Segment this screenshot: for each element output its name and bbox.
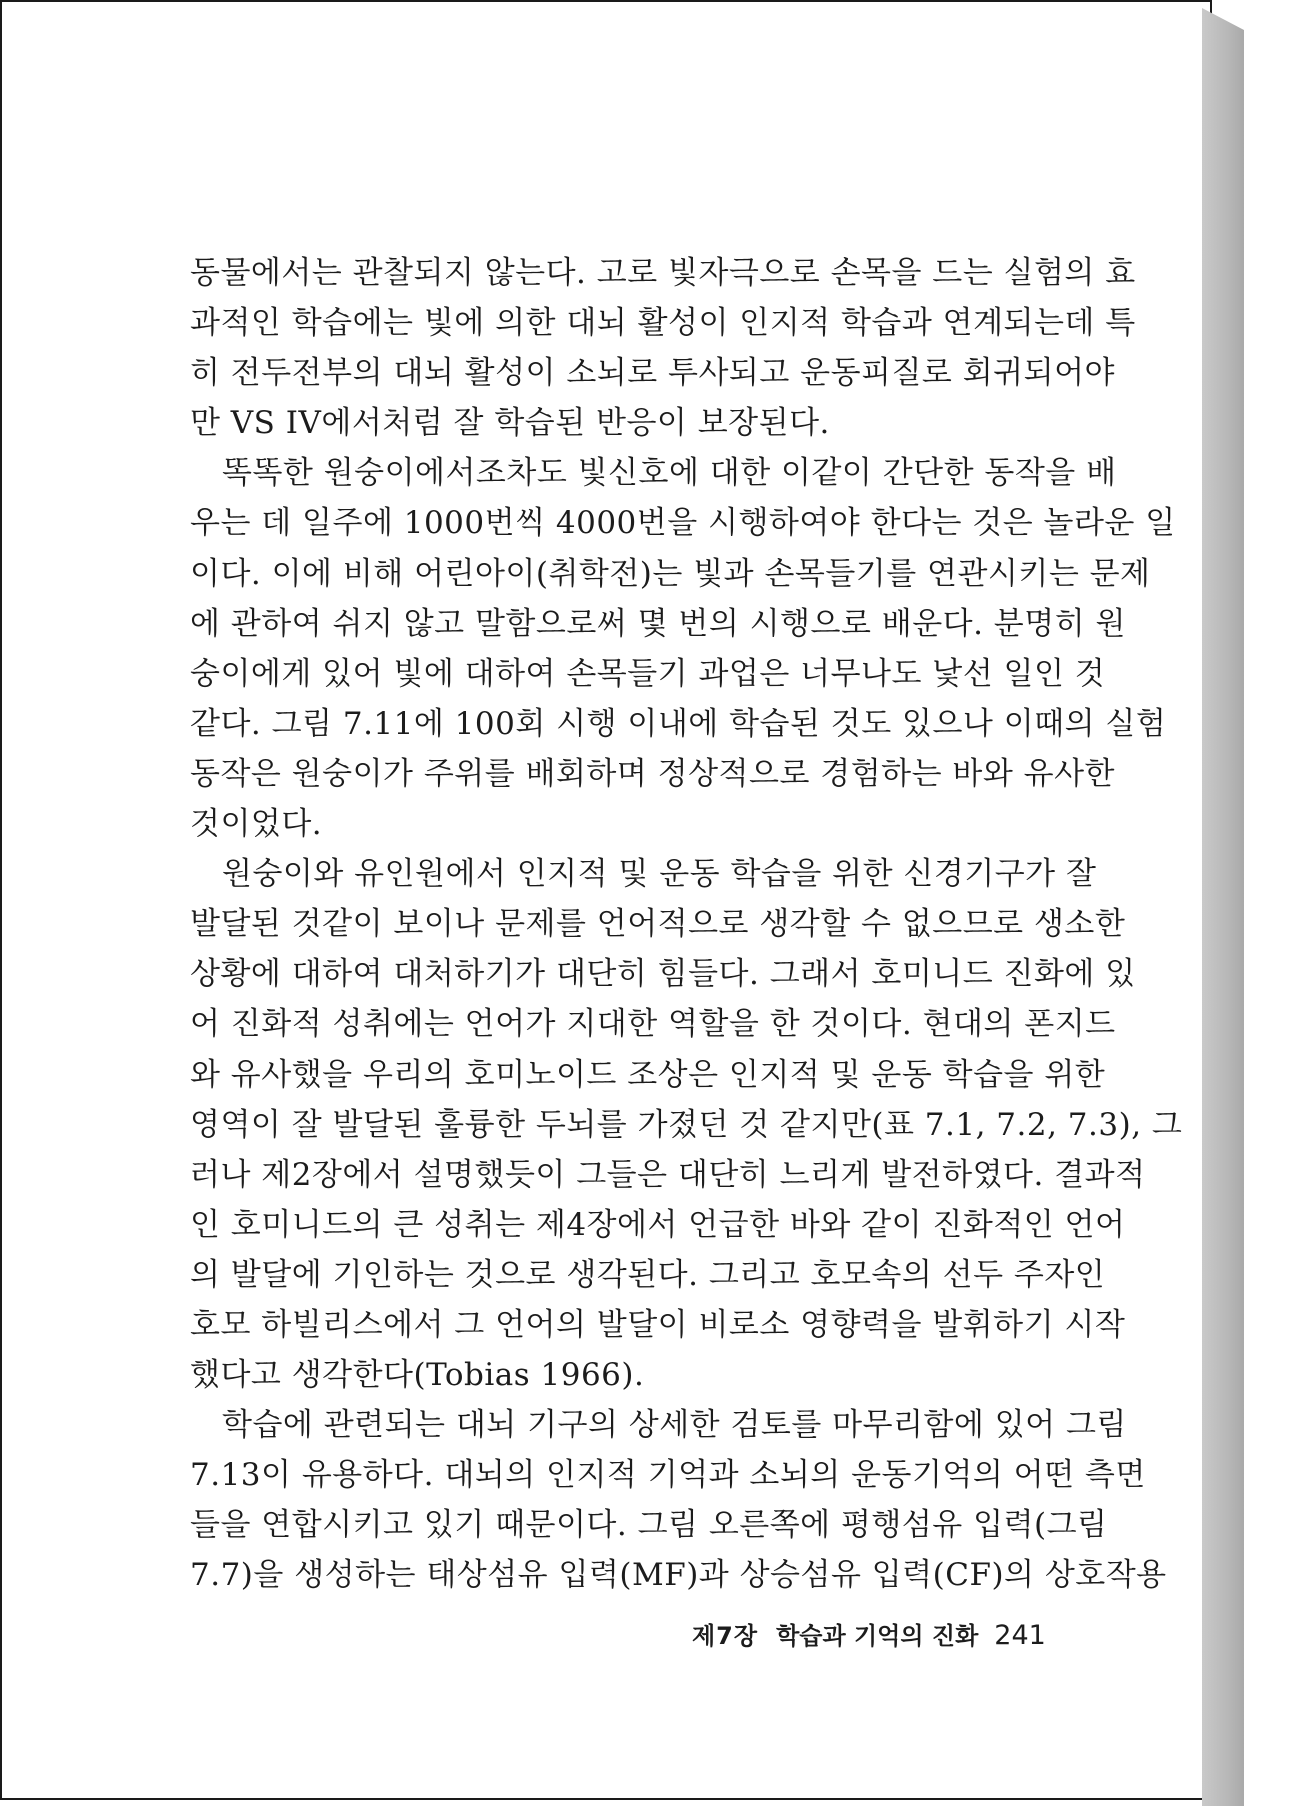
- text-line: 히 전두전부의 대뇌 활성이 소뇌로 투사되고 운동피질로 회귀되어야: [190, 355, 1115, 392]
- text-line: 이다. 이에 비해 어린아이(취학전)는 빛과 손목들기를 연관시키는 문제: [190, 555, 1151, 592]
- text-line: 호모 하빌리스에서 그 언어의 발달이 비로소 영향력을 발휘하기 시작: [190, 1306, 1126, 1343]
- body-text: [190, 248, 1183, 1601]
- text-line: 인 호미니드의 큰 성취는 제4장에서 언급한 바와 같이 진화적인 언어: [190, 1206, 1126, 1243]
- text-line: 학습에 관련되는 대뇌 기구의 상세한 검토를 마무리함에 있어 그림: [222, 1407, 1127, 1444]
- text-line: 어 진화적 성취에는 언어가 지대한 역할을 한 것이다. 현대의 폰지드: [190, 1006, 1116, 1043]
- text-line: 동물에서는 관찰되지 않는다. 고로 빛자극으로 손목을 드는 실험의 효: [190, 255, 1136, 291]
- text-line: 러나 제2장에서 설명했듯이 그들은 대단히 느리게 발전하였다. 결과적: [190, 1156, 1146, 1193]
- text-line: 7.7)을 생성하는 태상섬유 입력(MF)과 상승섬유 입력(CF)의 상호작용: [190, 1557, 1167, 1594]
- text-line: 7.13이 유용하다. 대뇌의 인지적 기억과 소뇌의 운동기억의 어떤 측면: [190, 1457, 1146, 1494]
- text-line: 했다고 생각한다(Tobias 1966).: [190, 1357, 645, 1394]
- text-line: 들을 연합시키고 있기 때문이다. 그림 오른쪽에 평행섬유 입력(그림: [190, 1507, 1108, 1544]
- chapter-title: 학습과 기억의 진화: [776, 1622, 979, 1650]
- text-line: 똑똑한 원숭이에서조차도 빛신호에 대한 이같이 간단한 동작을 배: [222, 455, 1117, 492]
- text-line: 과적인 학습에는 빛에 의한 대뇌 활성이 인지적 학습과 연계되는데 특: [190, 305, 1136, 342]
- text-line: 원숭이와 유인원에서 인지적 및 운동 학습을 위한 신경기구가 잘: [222, 856, 1097, 893]
- text-line: 상황에 대하여 대처하기가 대단히 힘들다. 그래서 호미니드 진화에 있: [190, 956, 1136, 993]
- text-line: 우는 데 일주에 1000번씩 4000번을 시행하여야 한다는 것은 놀라운 일: [190, 505, 1176, 542]
- text-line: 발달된 것같이 보이나 문제를 언어적으로 생각할 수 없으므로 생소한: [190, 906, 1126, 943]
- page-edge-shadow: [1202, 8, 1244, 1806]
- chapter-label: 제7장: [692, 1622, 759, 1650]
- page-footer: [692, 1616, 1072, 1651]
- text-line: 동작은 원숭이가 주위를 배회하며 정상적으로 경험하는 바와 유사한: [190, 755, 1115, 792]
- text-line: 같다. 그림 7.11에 100회 시행 이내에 학습된 것도 있으나 이때의 실험: [190, 705, 1167, 742]
- page-number: 241: [994, 1620, 1046, 1651]
- text-line: 만 VS IV에서처럼 잘 학습된 반응이 보장된다.: [190, 405, 830, 442]
- text-line: 영역이 잘 발달된 훌륭한 두뇌를 가졌던 것 같지만(표 7.1, 7.2, 7.3), 그: [190, 1106, 1183, 1143]
- text-line: 것이었다.: [190, 806, 323, 843]
- text-line: 숭이에게 있어 빛에 대하여 손목들기 과업은 너무나도 낯선 일인 것: [190, 655, 1106, 692]
- text-line: 의 발달에 기인하는 것으로 생각된다. 그리고 호모속의 선두 주자인: [190, 1256, 1106, 1293]
- text-line: 와 유사했을 우리의 호미노이드 조상은 인지적 및 운동 학습을 위한: [190, 1056, 1106, 1093]
- text-line: 에 관하여 쉬지 않고 말함으로써 몇 번의 시행으로 배운다. 분명히 원: [190, 605, 1126, 642]
